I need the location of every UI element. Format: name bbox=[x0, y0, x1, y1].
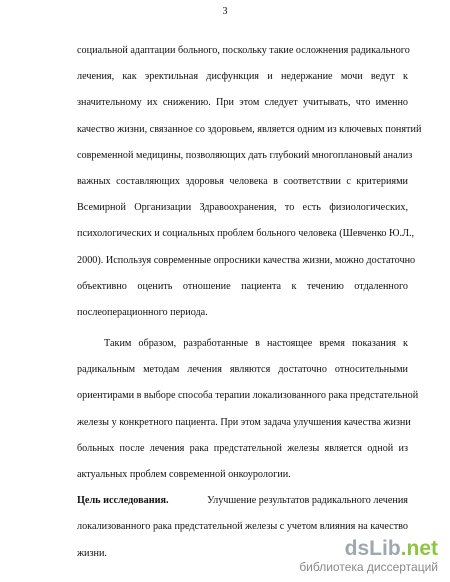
dslib-watermark bbox=[299, 538, 438, 574]
text-line: больных после лечения рака предстательной железы является одной из bbox=[77, 442, 408, 454]
paragraph-1 bbox=[77, 38, 422, 326]
text-line: жизни. bbox=[77, 547, 107, 559]
text-line: локализованного рака предстательной железы с учетом влияния на качество bbox=[77, 521, 408, 533]
paragraph-2 bbox=[77, 331, 419, 488]
text-line: лечения, как эректильная дисфункция и недержание мочи ведут к bbox=[77, 71, 408, 83]
text-line: Таким образом, разработанные в настоящее время показания к bbox=[104, 338, 408, 350]
text-line: послеоперационного периода. bbox=[77, 306, 208, 318]
page-number: 3 bbox=[222, 6, 228, 17]
text-line: ориентирами в выборе способа терапии локализованного рака предстательной bbox=[77, 390, 419, 402]
goal-text: Улучшение результатов радикального лечения bbox=[207, 495, 408, 507]
text-line: социальной адаптации больного, поскольку такие осложнения радикального bbox=[77, 45, 410, 56]
text-line: радикальным методам лечения являются достаточно относительными bbox=[77, 364, 408, 376]
text-line: Всемирной Организации Здравоохранения, то есть физиологических, bbox=[77, 202, 408, 214]
watermark-tagline: библиотека диссертаций bbox=[299, 560, 438, 574]
text-line: современной медицины, позволяющих дать глубокий многоплановый анализ bbox=[77, 149, 413, 161]
goal-label: Цель исследования. bbox=[77, 495, 169, 507]
logo-main: dsLib bbox=[344, 537, 401, 560]
dslib-logo bbox=[299, 538, 438, 560]
logo-tld: .net bbox=[400, 537, 438, 560]
text-line: объективно оценить отношение пациента к течению отдаленного bbox=[77, 280, 408, 292]
text-line: качество жизни, связанное со здоровьем, является одним из ключевых понятий bbox=[77, 123, 422, 135]
text-line: важных составляющих здоровья человека в соответствии с критериями bbox=[77, 175, 408, 187]
text-line: психологических и социальных проблем больного человека (Шевченко Ю.Л., bbox=[77, 228, 415, 240]
text-line: значительному их снижению. При этом следует учитывать, что именно bbox=[77, 97, 408, 109]
goal-first-line bbox=[77, 488, 408, 514]
text-line: 2000). Используя современные опросники качества жизни, можно достаточно bbox=[77, 254, 416, 266]
text-line: актуальных проблем современной онкоурологии. bbox=[77, 469, 291, 480]
text-line: железы у конкретного пациента. При этом задача улучшения качества жизни bbox=[77, 416, 411, 428]
